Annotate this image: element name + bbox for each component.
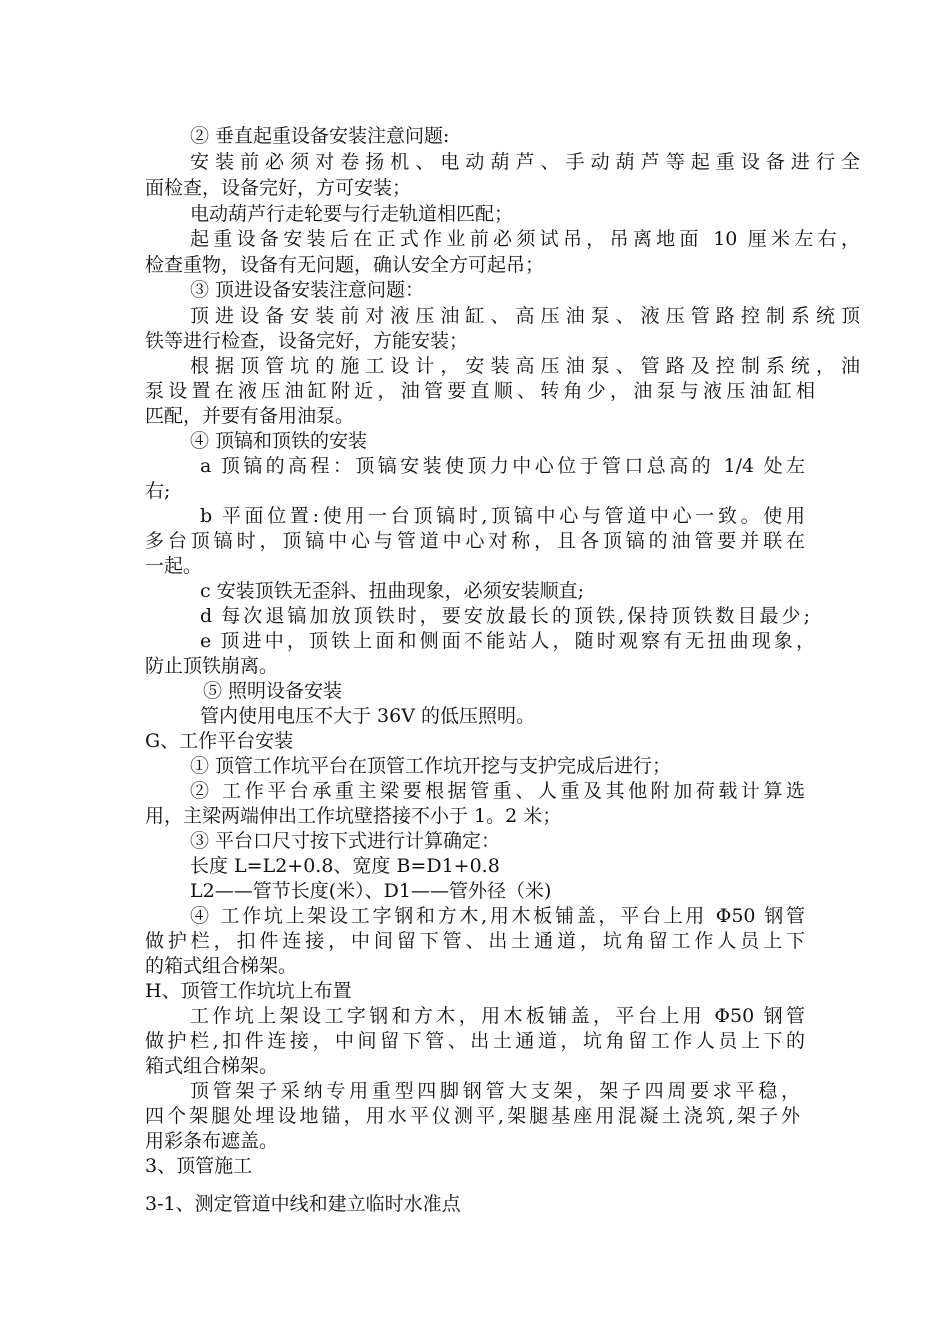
text-line: 右;: [145, 480, 171, 502]
text-line: 工作坑上架设工字钢和方木，用木板铺盖，平台上用 Φ50 钢管: [190, 1005, 805, 1027]
text-line: 泵设置在液压油缸附近，油管要直顺、转角少，油泵与液压油缸相: [145, 380, 815, 402]
text-line: 箱式组合梯架。: [145, 1055, 279, 1077]
text-line: 铁等进行检查，设备完好，方能安装；: [145, 330, 469, 352]
text-line: d 每次退镐加放顶铁时，要安放最长的顶铁,保持顶铁数目最少;: [200, 605, 810, 627]
text-line: ① 顶管工作坑平台在顶管工作坑开挖与支护完成后进行；: [190, 755, 672, 777]
text-line: 做护栏,扣件连接，中间留下管、出土通道，坑角留工作人员上下的: [145, 1030, 805, 1052]
text-line: 四个架腿处埋设地锚，用水平仪测平,架腿基座用混凝土浇筑,架子外: [145, 1105, 800, 1127]
formula-line: 长度 L=L2+0.8、宽度 B=D1+0.8: [190, 855, 500, 877]
text-line: ⑤ 照明设备安装: [203, 680, 343, 702]
formula-line: L2——管节长度(米）、D1——管外径（米): [190, 880, 552, 902]
text-line: ② 垂直起重设备安装注意问题:: [190, 125, 450, 147]
text-line: 安装前必须对卷扬机、电动葫芦、手动葫芦等起重设备进行全: [190, 151, 860, 173]
text-line: 电动葫芦行走轮要与行走轨道相匹配；: [190, 203, 514, 225]
text-line: 防止顶铁崩离。: [145, 655, 279, 677]
text-line: 顶进设备安装前对液压油缸、高压油泵、液压管路控制系统顶: [190, 305, 860, 327]
text-line: 管内使用电压不大于 36V 的低压照明。: [200, 705, 535, 727]
text-line: 面检查，设备完好，方可安装；: [145, 177, 412, 199]
text-line: ③ 平台口尺寸按下式进行计算确定：: [190, 830, 501, 852]
text-line: 检查重物，设备有无问题，确认安全方可起吊；: [145, 254, 545, 276]
text-line: 根据顶管坑的施工设计，安装高压油泵、管路及控制系统，油: [190, 355, 860, 377]
text-line: 用，主梁两端伸出工作坑壁搭接不小于 1。2 米；: [145, 805, 562, 827]
text-line: ④ 工作坑上架设工字钢和方木,用木板铺盖，平台上用 Φ50 钢管: [190, 905, 805, 927]
text-line: 匹配，并要有备用油泵。: [145, 405, 355, 427]
text-line: b 平面位置:使用一台顶镐时,顶镐中心与管道中心一致。使用: [200, 505, 805, 527]
text-line: 多台顶镐时，顶镐中心与管道中心对称，且各顶镐的油管要并联在: [145, 530, 805, 552]
section-heading: 3、顶管施工: [145, 1155, 253, 1177]
subsection-heading: 3-1、测定管道中线和建立临时水准点: [145, 1193, 461, 1215]
section-heading: H、顶管工作坑坑上布置: [145, 980, 352, 1002]
text-line: 一起。: [145, 555, 203, 577]
text-line: ② 工作平台承重主梁要根据管重、人重及其他附加荷载计算选: [190, 780, 805, 802]
text-line: e 顶进中，顶铁上面和侧面不能站人，随时观察有无扭曲现象，: [200, 630, 815, 652]
text-line: 做护栏，扣件连接，中间留下管、出土通道，坑角留工作人员上下: [145, 930, 805, 952]
text-line: 用彩条布遮盖。: [145, 1130, 279, 1152]
text-line: 顶管架子采纳专用重型四脚钢管大支架，架子四周要求平稳，: [190, 1080, 800, 1102]
text-line: a 顶镐的高程：顶镐安装使顶力中心位于管口总高的 1/4 处左: [200, 455, 805, 477]
text-line: ③ 顶进设备安装注意问题：: [190, 279, 425, 301]
text-line: ④ 顶镐和顶铁的安装: [190, 430, 368, 452]
text-line: 起重设备安装后在正式作业前必须试吊，吊离地面 10 厘米左右，: [190, 228, 860, 250]
text-line: c 安装顶铁无歪斜、扭曲现象，必须安装顺直;: [200, 580, 585, 602]
section-heading: G、工作平台安装: [145, 730, 294, 752]
text-line: 的箱式组合梯架。: [145, 955, 298, 977]
